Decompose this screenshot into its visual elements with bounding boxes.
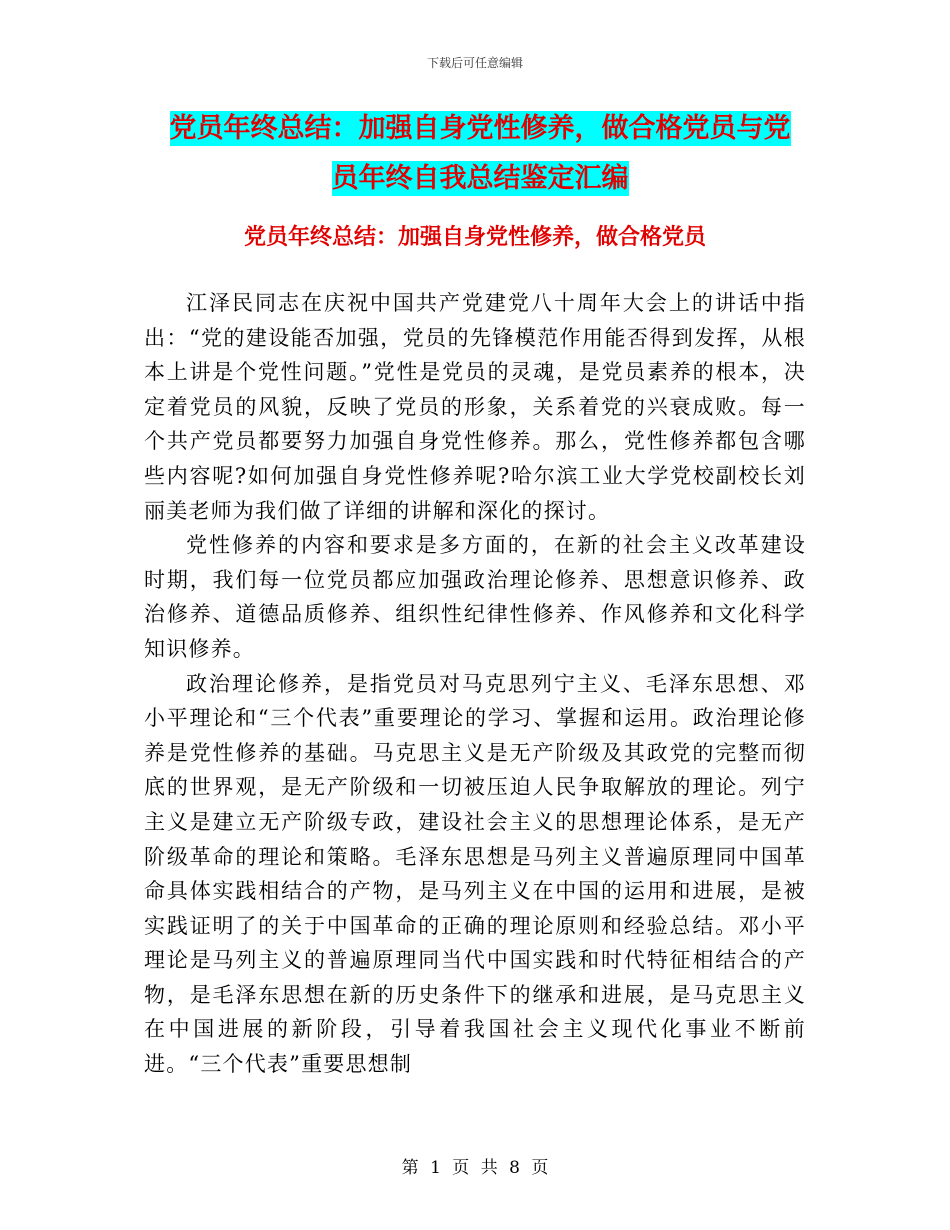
paragraph: 党性修养的内容和要求是多方面的，在新的社会主义改革建设时期，我们每一位党员都应加强政治理论修养、思想意识修养、政治修养、道德品质修养、组织性纪律性修养、作风修养和文化科学知识修养。 — [144, 533, 806, 661]
document-title-line-1: 党员年终总结：加强自身党性修养，做合格党员与党 — [169, 113, 791, 144]
document-title-line-2: 员年终自我总结鉴定汇编 — [331, 163, 629, 194]
paragraph: 江泽民同志在庆祝中国共产党建党八十周年大会上的讲话中指出：“党的建设能否加强，党员的先锋模范作用能否得到发挥，从根本上讲是个党性问题。”党性是党员的灵魂，是党员素养的根本，决定着党员的风貌，反映了党员的形象，关系着党的兴衰成败。每一个共产党员都要努力加强自身党性修养。那么，党性修养都包含哪些内容呢?如何加强自身党性修养呢?哈尔滨工业大学党校副校长刘丽美老师为我们做了详细的讲解和深化的探讨。 — [144, 291, 806, 523]
page-number: 第 1 页 共 8 页 — [401, 1158, 549, 1178]
page-header-note: 下载后可任意编辑 — [426, 56, 523, 70]
section-heading: 党员年终总结：加强自身党性修养，做合格党员 — [243, 225, 706, 250]
document-title — [150, 104, 810, 204]
body-text — [144, 286, 806, 1082]
paragraph: 政治理论修养，是指党员对马克思列宁主义、毛泽东思想、邓小平理论和“三个代表”重要理论的学习、掌握和运用。政治理论修养是党性修养的基础。马克思主义是无产阶级及其政党的完整而彻底的世界观，是无产阶级和一切被压迫人民争取解放的理论。列宁主义是建立无产阶级专政，建设社会主义的思想理论体系，是无产阶级革命的理论和策略。毛泽东思想是马列主义普遍原理同中国革命具体实践相结合的产物，是马列主义在中国的运用和进展，是被实践证明了的关于中国革命的正确的理论原则和经验总结。邓小平理论是马列主义的普遍原理同当代中国实践和时代特征相结合的产物，是毛泽东思想在新的历史条件下的继承和进展，是马克思主义在中国进展的新阶段，引导着我国社会主义现代化事业不断前进。“三个代表”重要思想制 — [144, 671, 806, 1077]
